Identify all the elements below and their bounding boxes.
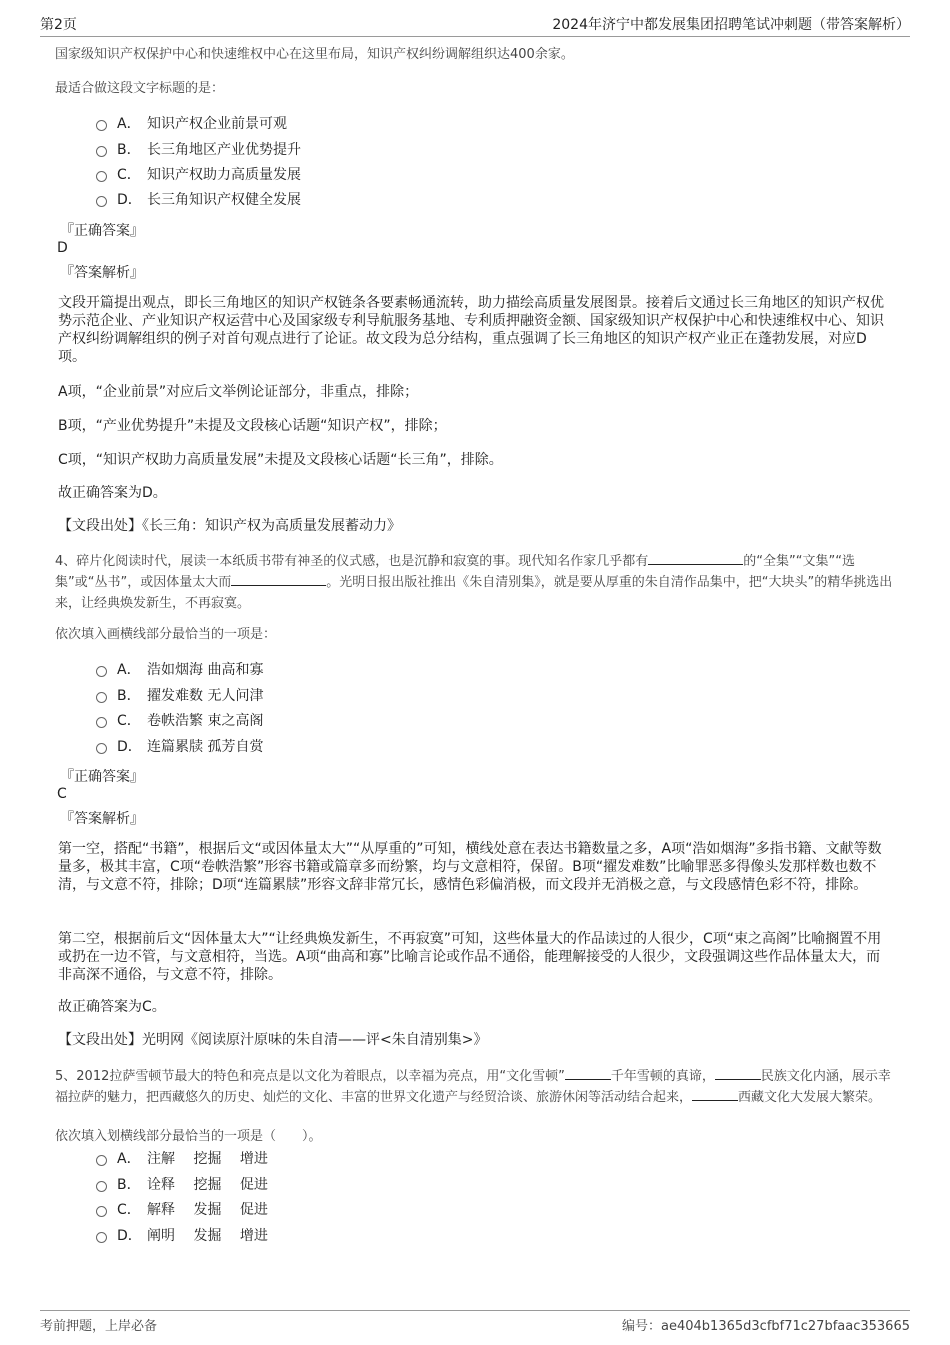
q3-answer: D bbox=[57, 240, 68, 256]
q3-analysis-5: 故正确答案为D。 bbox=[58, 485, 167, 501]
q4-option-d[interactable]: D． 连篇累牍 孤芳自赏 bbox=[96, 737, 263, 757]
radio-icon[interactable] bbox=[96, 743, 107, 754]
q3-analysis-4: C项，“知识产权助力高质量发展”未提及文段核心话题“长三角”，排除。 bbox=[58, 452, 503, 468]
document-title: 2024年济宁中都发展集团招聘笔试冲刺题（带答案解析） bbox=[552, 17, 910, 33]
q5-option-d[interactable]: D． 阐明 发掘 增进 bbox=[96, 1226, 268, 1246]
q4-answer: C bbox=[57, 786, 67, 802]
q4-analysis-label: 『答案解析』 bbox=[60, 811, 144, 827]
q3-analysis-label: 『答案解析』 bbox=[60, 265, 144, 281]
q4-source: 【文段出处】光明网《阅读原汁原味的朱自清——评<朱自清别集>》 bbox=[58, 1032, 488, 1048]
q4-answer-label: 『正确答案』 bbox=[60, 769, 144, 785]
page-header bbox=[40, 14, 910, 37]
footer-slogan: 考前押题，上岸必备 bbox=[40, 1319, 158, 1334]
q3-context: 国家级知识产权保护中心和快速维权中心在这里布局，知识产权纠纷调解组织达400余家。 bbox=[55, 47, 574, 62]
q5-option-a[interactable]: A． 注解 挖掘 增进 bbox=[96, 1149, 268, 1169]
radio-icon[interactable] bbox=[96, 717, 107, 728]
q3-analysis-1: 文段开篇提出观点，即长三角地区的知识产权链条各要素畅通流转，助力描绘高质量发展图景。接着后文通过长三角地区的知识产权优势示范企业、产业知识产权运营中心及国家级专利导航服务基地、专利质押融资金额、国家级知识产权保护中心和快速维权中心、知识产权纠纷调解组织的例子对首句观点进行了论证。故文段为总分结构，重点强调了长三角地区的知识产权产业正在蓬勃发展，对应D项。 bbox=[58, 295, 884, 365]
q3-prompt: 最适合做这段文字标题的是： bbox=[55, 81, 225, 96]
q3-analysis-2: A项，“企业前景”对应后文举例论证部分，非重点，排除； bbox=[58, 384, 419, 400]
radio-icon[interactable] bbox=[96, 196, 107, 207]
q4-analysis-2: 第二空，根据前后文“因体量太大”“让经典焕发新生，不再寂寞”可知，这些体量大的作品读过的人很少，C项“束之高阁”比喻搁置不用或扔在一边不管，与文意相符，当选。A项“曲高和寡”比喻言论或作品不通俗，能理解接受的人很少，文段强调这些作品体量太大，而非高深不通俗，与文意不符，排除。 bbox=[58, 931, 882, 983]
q3-option-d[interactable]: D． 长三角知识产权健全发展 bbox=[96, 190, 301, 210]
q3-answer-label: 『正确答案』 bbox=[60, 223, 144, 239]
radio-icon[interactable] bbox=[96, 692, 107, 703]
q4-analysis-1: 第一空，搭配“书籍”，根据后文“或因体量太大”“从厚重的”可知，横线处意在表达书籍数量之多，A项“浩如烟海”多指书籍、文献等数量多，极其丰富，C项“卷帙浩繁”形容书籍或篇章多而纷繁，均与文意相符，保留。B项“擢发难数”比喻罪恶多得像头发那样数也数不清，与文意不符，排除；D项“连篇累牍”形容文辞非常冗长，感情色彩偏消极，而文段并无消极之意，与文段感情色彩不符，排除。 bbox=[58, 841, 882, 893]
q4-stem: 4、碎片化阅读时代，展读一本纸质书带有神圣的仪式感，也是沉静和寂寞的事。现代知名作家几乎都有 的“全集”“文集”“选集”或“丛书”，或因体量太大而 。光明日报出版社推出《朱自清别集》，就是要从厚重的朱自清作品集中，把“大块头”的精华挑选出来，让经典焕发新生，不再寂寞。 bbox=[55, 554, 893, 611]
q3-analysis-3: B项，“产业优势提升”未提及文段核心话题“知识产权”，排除； bbox=[58, 418, 447, 434]
q5-prompt: 依次填入划横线部分最恰当的一项是（ ）。 bbox=[55, 1129, 322, 1144]
q4-analysis-3: 故正确答案为C。 bbox=[58, 999, 166, 1015]
blank-line bbox=[231, 573, 326, 586]
q5-option-b[interactable]: B． 诠释 挖掘 促进 bbox=[96, 1175, 268, 1195]
radio-icon[interactable] bbox=[96, 120, 107, 131]
radio-icon[interactable] bbox=[96, 1232, 107, 1243]
q4-prompt: 依次填入画横线部分最恰当的一项是： bbox=[55, 627, 277, 642]
q3-option-a[interactable]: A． 知识产权企业前景可观 bbox=[96, 114, 287, 134]
radio-icon[interactable] bbox=[96, 146, 107, 157]
radio-icon[interactable] bbox=[96, 666, 107, 677]
radio-icon[interactable] bbox=[96, 1181, 107, 1192]
radio-icon[interactable] bbox=[96, 1155, 107, 1166]
blank-line bbox=[692, 1088, 738, 1101]
q3-source: 【文段出处】《长三角：知识产权为高质量发展蓄动力》 bbox=[58, 518, 401, 534]
blank-line bbox=[648, 552, 743, 565]
q4-option-a[interactable]: A． 浩如烟海 曲高和寡 bbox=[96, 660, 263, 680]
page-number: 第2页 bbox=[40, 17, 77, 33]
q5-stem: 5、2012拉萨雪顿节最大的特色和亮点是以文化为着眼点，以幸福为亮点，用“文化雪顿” 千年雪顿的真谛， 民族文化内涵，展示幸福拉萨的魅力，把西藏悠久的历史、灿烂的文化、丰富的世界文化遗产与经贸洽谈、旅游休闲等活动结合起来， 西藏文化大发展大繁荣。 bbox=[55, 1069, 891, 1105]
q5-option-c[interactable]: C． 解释 发掘 促进 bbox=[96, 1200, 268, 1220]
page-footer bbox=[40, 1310, 910, 1335]
document-code: 编号：ae404b1365d3cfbf71c27bfaac353665 bbox=[622, 1319, 910, 1334]
q3-option-c[interactable]: C． 知识产权助力高质量发展 bbox=[96, 165, 301, 185]
blank-line bbox=[715, 1067, 761, 1080]
radio-icon[interactable] bbox=[96, 171, 107, 182]
q4-option-c[interactable]: C． 卷帙浩繁 束之高阁 bbox=[96, 711, 263, 731]
blank-line bbox=[565, 1067, 611, 1080]
q3-option-b[interactable]: B． 长三角地区产业优势提升 bbox=[96, 140, 301, 160]
radio-icon[interactable] bbox=[96, 1206, 107, 1217]
q4-option-b[interactable]: B． 擢发难数 无人问津 bbox=[96, 686, 263, 706]
